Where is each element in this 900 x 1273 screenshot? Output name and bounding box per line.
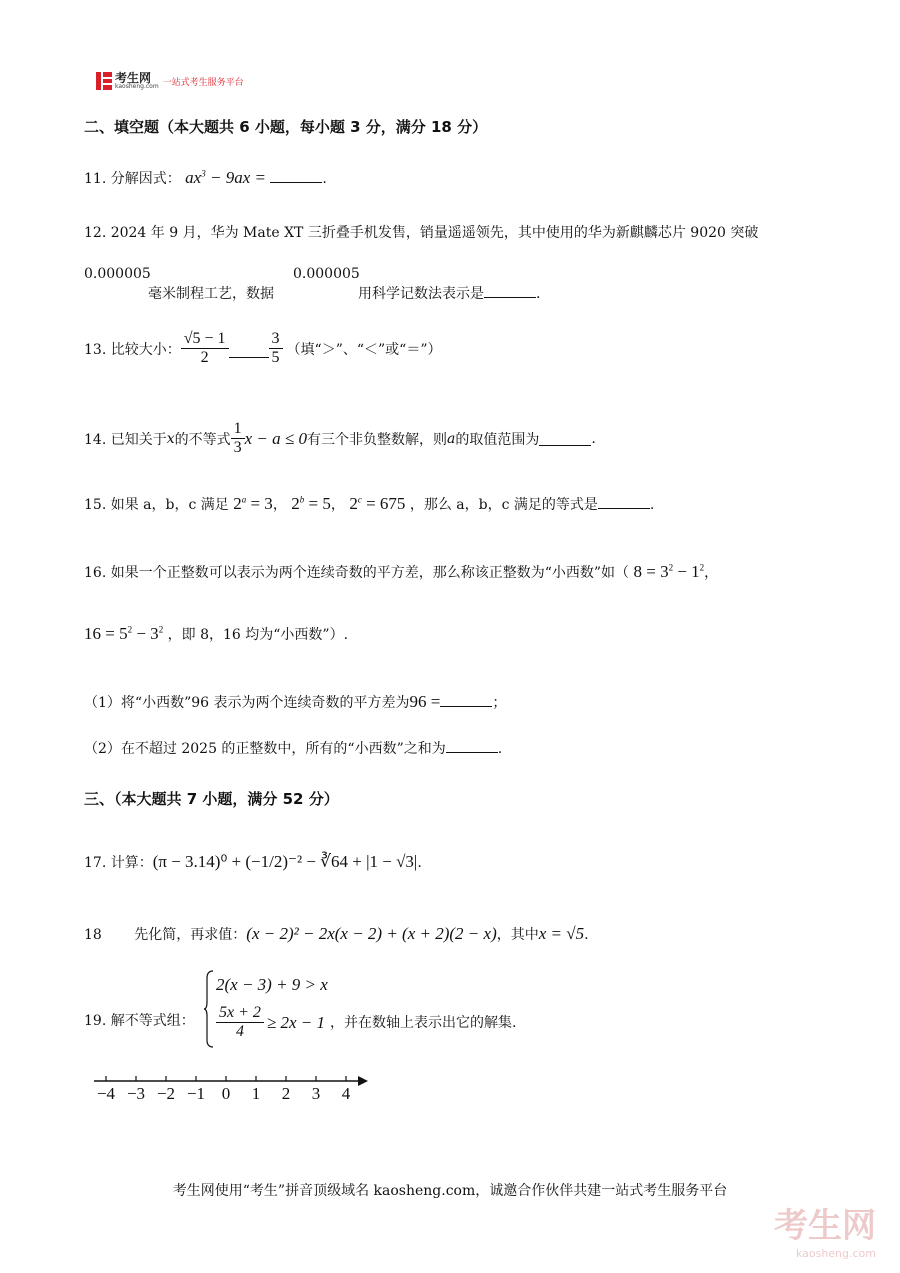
number-line-label: −2 [156, 1084, 176, 1103]
q16-eq1: $8 = 3^2 - 1^2$ [633, 562, 705, 581]
question-14: 14. 已知关于 x 的不等式 $\frac{1}{3}$ x − a ≤ 0 有三个非负整数解，则 a 的取值范围为 . [84, 420, 596, 457]
question-16-sub1: （1）将“小西数”96 表示为两个连续奇数的平方差为96 = ； [84, 692, 507, 711]
question-17: 17. 计算：(π − 3.14)⁰ + (−1/2)⁻² − ∛64 + |1 − √3|. [84, 852, 422, 871]
number-line-label: −4 [96, 1084, 116, 1103]
number-line-label: −3 [126, 1084, 146, 1103]
q17-expr: (π − 3.14)⁰ + (−1/2)⁻² − ∛64 + |1 − √3| [152, 852, 418, 871]
q18-expr: (x − 2)² − 2x(x − 2) + (x + 2)(2 − x) [246, 924, 497, 943]
question-15: 15. 如果 a，b，c 满足 2$^a$ = 3， 2$^b$ = 5， 2$^c$ = 675 ，那么 a，b，c 满足的等式是 . [84, 494, 655, 513]
logo-name: 考生网 [115, 71, 152, 85]
q15-eq2: 2$^b$ = 5 [291, 494, 331, 513]
q19-suffix: ，并在数轴上表示出它的解集. [330, 1015, 517, 1031]
watermark-logo [774, 1198, 876, 1260]
q14-frac: $\frac{1}{3}$ [231, 420, 245, 458]
q14-ineq: x − a ≤ 0 [244, 428, 307, 448]
q18-cond: x = √5 [538, 924, 585, 943]
question-16-sub2: （2）在不超过 2025 的正整数中，所有的“小西数”之和为 . [84, 741, 503, 757]
q15-eq1: 2$^a$ = 3 [233, 494, 273, 513]
q13-answer-blank[interactable] [229, 356, 269, 358]
number-line-label: 4 [341, 1084, 351, 1103]
number-line-label: 3 [311, 1084, 321, 1103]
q14-answer-blank[interactable] [539, 444, 591, 446]
q16-eq2: $16 = 5^2 - 3^2$ [84, 624, 164, 643]
number-line-label: −1 [186, 1084, 206, 1103]
number-line-label: 0 [221, 1084, 231, 1103]
q19-frac: $\frac{5x + 2}{4}$ [216, 1004, 264, 1042]
watermark-domain: kaosheng.com [795, 1247, 876, 1260]
logo-domain: kaosheng.com [115, 83, 159, 90]
number-line-label: 1 [251, 1084, 261, 1103]
q15-answer-blank[interactable] [598, 507, 650, 509]
number-line [92, 1070, 372, 1110]
logo-slogan: 一站式考生服务平台 [162, 77, 244, 88]
q13-frac1: $\frac{√5 - 1}{2}$ [181, 330, 229, 368]
number-line-label: 2 [281, 1084, 291, 1103]
question-12-line2: 毫米制程工艺，数据 [148, 286, 274, 302]
question-13: 13. 比较大小： $\frac{√5 - 1}{2}$ $\frac{3}{5}$ （填“＞”、“＜”或“＝”） [84, 330, 442, 367]
footer-text: 考生网使用“考生”拼音顶级域名 kaosheng.com，诚邀合作伙伴共建一站式考生服务平台 [172, 1183, 728, 1199]
watermark-name: 考生网 [774, 1206, 876, 1246]
section-title-problems: 三、（本大题共 7 小题，满分 52 分） [84, 790, 339, 808]
section-title-fill-blank: 二、填空题（本大题共 6 小题，每小题 3 分，满分 18 分） [84, 118, 488, 136]
q16-sub2-answer-blank[interactable] [446, 751, 498, 753]
logo-icon [96, 72, 112, 90]
q16-sub1-answer-blank[interactable] [440, 705, 492, 707]
question-11: 11. 分解因式： $ax^3 - 9ax$ = . [84, 168, 327, 187]
q19-line2: $\frac{5x + 2}{4}$ ≥ 2x − 1 [216, 1004, 325, 1042]
q19-brace [204, 970, 214, 1048]
q13-frac2: $\frac{3}{5}$ [269, 330, 283, 368]
q11-prefix: 11. 分解因式： [84, 171, 181, 187]
question-12-line1: 12. 2024 年 9 月，华为 Mate XT 三折叠手机发售，销量遥遥领先，其中使用的华为新麒麟芯片 9020 突破 [84, 225, 759, 241]
question-19-prefix: 19. 解不等式组： [84, 1013, 195, 1029]
question-16: 16. 如果一个正整数可以表示为两个连续奇数的平方差，那么称该正整数为“小西数”如（ $8 = 3^2 - 1^2$， [84, 562, 719, 581]
q12-answer-blank[interactable] [484, 296, 536, 298]
q11-answer-blank[interactable] [270, 181, 322, 183]
question-18: 18 先化简，再求值：(x − 2)² − 2x(x − 2) + (x + 2)(2 − x)，其中x = √5. [84, 924, 589, 943]
q11-expr: $ax^3 - 9ax$ = [185, 168, 266, 187]
q19-line1: 2(x − 3) + 9 > x [216, 975, 328, 994]
q15-eq3: 2$^c$ = 675 [349, 494, 406, 513]
question-12-num2: 0.000005 [293, 266, 360, 282]
question-12-num1: 0.000005 [84, 266, 151, 282]
question-12-line2b: 用科学记数法表示是 . [358, 286, 541, 302]
question-16-line2: $16 = 5^2 - 3^2$ ，即 8，16 均为“小西数”）. [84, 624, 349, 643]
header-logo [96, 72, 244, 90]
